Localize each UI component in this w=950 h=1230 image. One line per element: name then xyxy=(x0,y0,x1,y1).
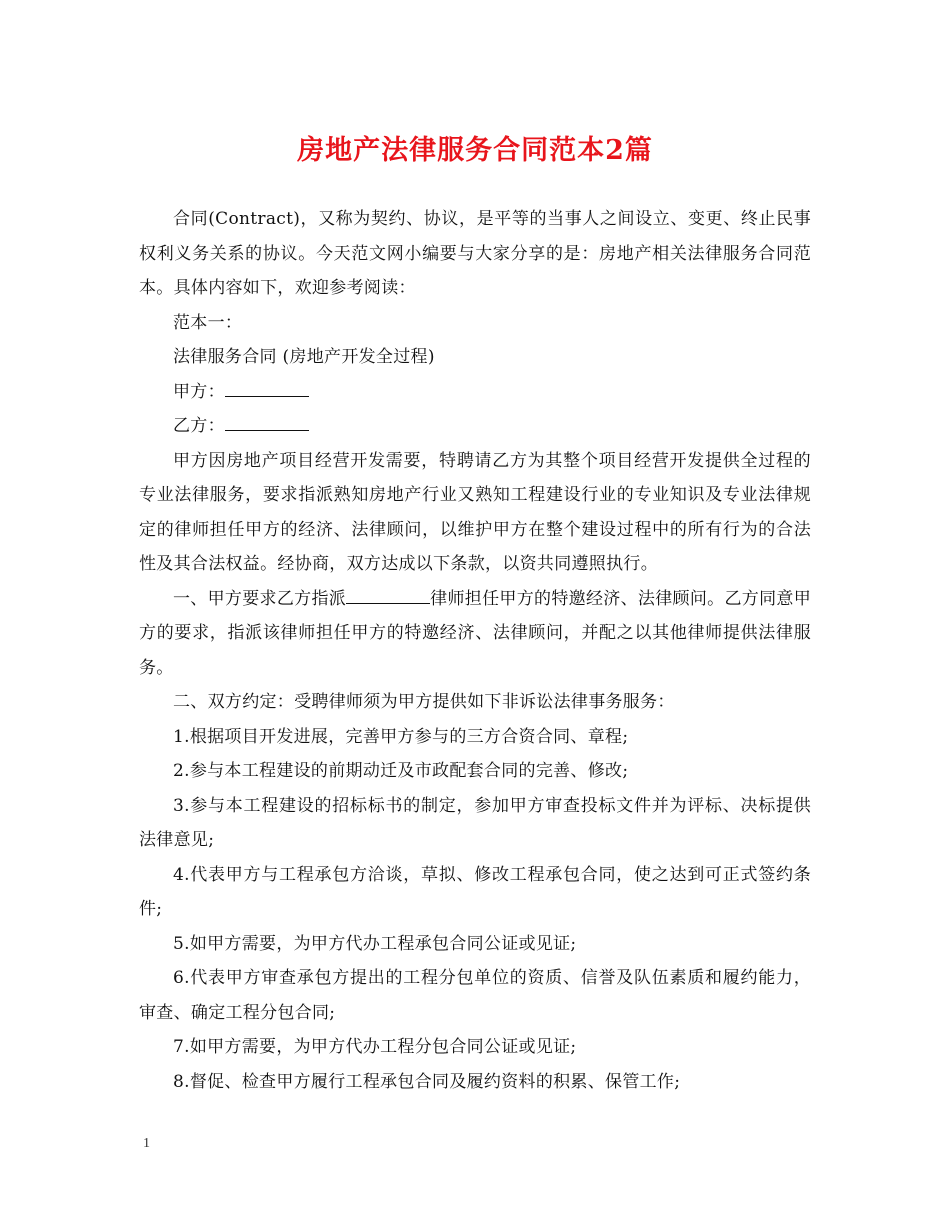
clause-2-paragraph: 二、双方约定：受聘律师须为甲方提供如下非诉讼法律事务服务： xyxy=(173,692,675,712)
service-item-7: 7.如甲方需要，为甲方代办工程分包合同公证或见证; xyxy=(173,1037,577,1057)
document-body xyxy=(139,202,811,1099)
sample-heading: 范本一： xyxy=(173,312,243,333)
service-item-3: 3.参与本工程建设的招标标书的制定，参加甲方审查投标文件并为评标、决标提供法律意见; xyxy=(139,795,811,850)
service-item-6: 6.代表甲方审查承包方提出的工程分包单位的资质、信誉及队伍素质和履约能力，审查、确定工程分包合同; xyxy=(139,968,811,1023)
party-a-label: 甲方： xyxy=(173,381,225,402)
clause-1-text-after: 律师担任甲方的特邀经济、法律顾问。乙方同意甲方的要求，指派该律师担任甲方的特邀经济、法律顾问，并配之以其他律师提供法律服务。 xyxy=(139,588,811,678)
contract-name: 法律服务合同 (房地产开发全过程) xyxy=(173,347,435,367)
party-b-blank xyxy=(225,410,309,431)
clause-1-text-before: 一、甲方要求乙方指派 xyxy=(173,588,347,609)
party-a-line xyxy=(139,375,811,410)
service-item-4: 4.代表甲方与工程承包方洽谈，草拟、修改工程承包合同，使之达到可正式签约条件; xyxy=(139,864,811,919)
page-number: 1 xyxy=(143,1136,150,1151)
preamble-paragraph: 甲方因房地产项目经营开发需要，特聘请乙方为其整个项目经营开发提供全过程的专业法律服务，要求指派熟知房地产行业又熟知工程建设行业的专业知识及专业法律规定的律师担任甲方的经济、法律顾问，以维护甲方在整个建设过程中的所有行为的合法性及其合法权益。经协商，双方达成以下条款，以资共同遵照执行。 xyxy=(139,450,811,574)
service-item-5: 5.如甲方需要，为甲方代办工程承包合同公证或见证; xyxy=(173,933,577,954)
clause-1-paragraph xyxy=(139,582,811,686)
service-item-8: 8.督促、检查甲方履行工程承包合同及履约资料的积累、保管工作; xyxy=(173,1071,681,1092)
service-item-1: 1.根据项目开发进展，完善甲方参与的三方合资合同、章程; xyxy=(173,726,629,747)
party-b-label: 乙方： xyxy=(173,416,225,436)
lawyer-name-blank xyxy=(346,583,430,604)
party-b-line xyxy=(139,409,811,444)
party-a-blank xyxy=(225,376,309,397)
intro-paragraph: 合同(Contract)，又称为契约、协议，是平等的当事人之间设立、变更、终止民事权利义务关系的协议。今天范文网小编要与大家分享的是：房地产相关法律服务合同范本。具体内容如下，欢迎参考阅读： xyxy=(139,209,811,298)
document-title: 房地产法律服务合同范本2篇 xyxy=(297,135,653,166)
service-item-2: 2.参与本工程建设的前期动迁及市政配套合同的完善、修改; xyxy=(173,761,629,781)
